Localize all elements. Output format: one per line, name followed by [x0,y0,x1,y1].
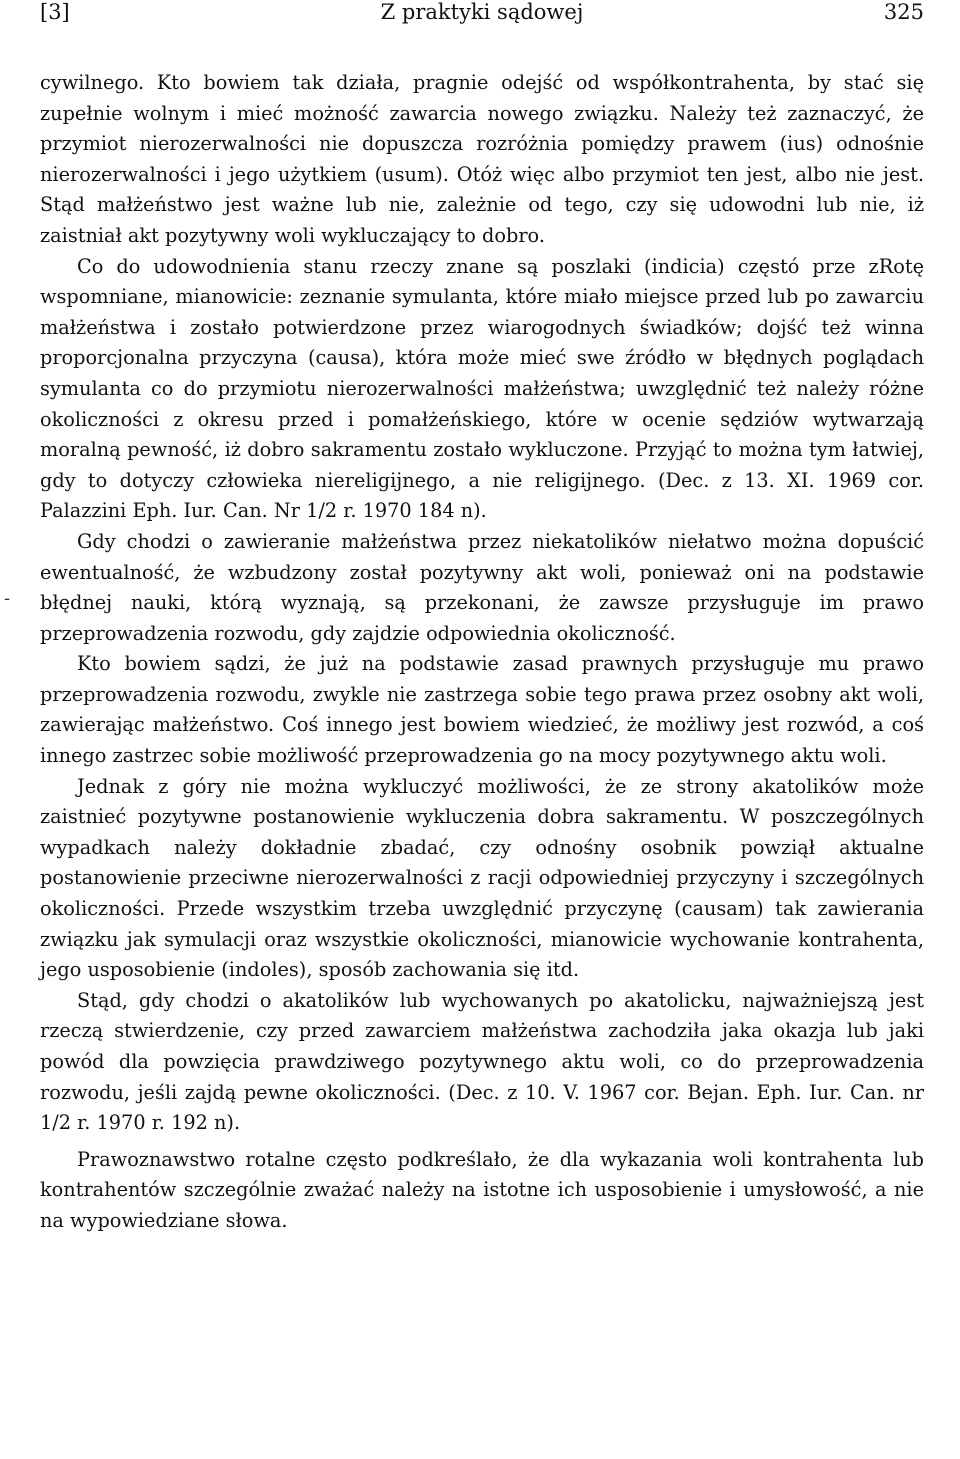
paragraph: Kto bowiem sądzi, że już na podstawie zasad prawnych przysługuje mu prawo przeprowadzenia rozwodu, zwykle nie zastrzega sobie tego prawa przez osobny akt woli, zawierając małżeństwo. Coś innego jest bowiem wiedzieć, że możliwy jest rozwód, a coś innego zastrzec sobie możliwość przeprowadzenia go na mocy pozytywnego aktu woli. [40,652,924,768]
body-text [40,68,924,1237]
page-number: 325 [883,0,924,24]
paragraph: Prawoznawstwo rotalne często podkreślało, że dla wykazania woli kontrahenta lub kontrahentów szczególnie zważać należy na istotne ich usposobienie i umysłowość, a nie na wypowiedziane słowa. [40,1147,924,1232]
paragraph: Stąd, gdy chodzi o akatolików lub wychowanych po akatolicku, najważniejszą jest rzeczą stwierdzenie, czy przed zawarciem małżeństwa zachodziła jaka okazja lub jaki powód dla powzięcia prawdziwego pozytywnego aktu woli, co do przeprowadzenia rozwodu, jeśli zajdą pewne okoliczności. (Dec. z 10. V. 1967 cor. Bejan. Eph. Iur. Can. nr 1/2 r. 1970 r. 192 n). [40,988,924,1135]
paragraph: cywilnego. Kto bowiem tak działa, pragnie odejść od współkontrahenta, by stać się zupełnie wolnym i mieć możność zawarcia nowego związku. Należy też zaznaczyć, że przymiot nierozerwalności nie dopuszcza rozróżnia pomiędzy prawem (ius) odnośnie nierozerwalności i jego użytkiem (usum). Otóż więc albo przymiot ten jest, albo nie jest. Stąd małżeństwo jest ważne lub nie, zależnie od tego, czy się udowodni lub nie, iż zaistniał akt pozytywny woli wykluczający to dobro. [40,71,924,247]
running-title: Z praktyki sądowej [380,0,584,24]
section-number: [3] [40,0,70,24]
running-header [40,0,924,34]
margin-mark: - [4,588,11,609]
paragraph: Jednak z góry nie można wykluczyć możliwości, że ze strony akatolików może zaistnieć pozytywne postanowienie wykluczenia dobra sakramentu. W poszczególnych wypadkach należy dokładnie zbadać, czy odnośny osobnik powziął aktualne postanowienie przeciwne nierozerwalności z racji odpowiedniej przyczyny i szczególnych okoliczności. Przede wszystkim trzeba uwzględnić przyczynę (causam) tak zawierania związku jak symulacji oraz wszystkie okoliczności, mianowicie wychowanie kontrahenta, jego usposobienie (indoles), sposób zachowania się itd. [40,774,924,982]
paragraph: Co do udowodnienia stanu rzeczy znane są poszlaki (indicia) częstó prze zRotę wspomniane, mianowicie: zeznanie symulanta, które miało miejsce przed lub po zawarciu małżeństwa i zostało potwierdzone przez wiarogodnych świadków; dojść też winna proporcjonalna przyczyna (causa), która może mieć swe źródło w błędnych poglądach symulanta co do przymiotu nierozerwalności małżeństwa; uwzględnić też należy różne okoliczności z okresu przed i pomałżeńskiego, które w ocenie sędziów wytwarzają moralną pewność, iż dobro sakramentu zostało wykluczone. Przyjąć to można tym łatwiej, gdy to dotyczy człowieka niereligijnego, a nie religijnego. (Dec. z 13. XI. 1969 cor. Palazzini Eph. Iur. Can. Nr 1/2 r. 1970 184 n). [40,254,924,523]
paragraph: Gdy chodzi o zawieranie małżeństwa przez niekatolików niełatwo można dopuścić ewentualność, że wzbudzony został pozytywny akt woli, ponieważ oni na podstawie błędnej nauki, którą wyznają, są przekonani, że zawsze przysługuje im prawo przeprowadzenia rozwodu, gdy zajdzie odpowiednia okoliczność. [40,529,924,645]
page [40,0,924,1237]
